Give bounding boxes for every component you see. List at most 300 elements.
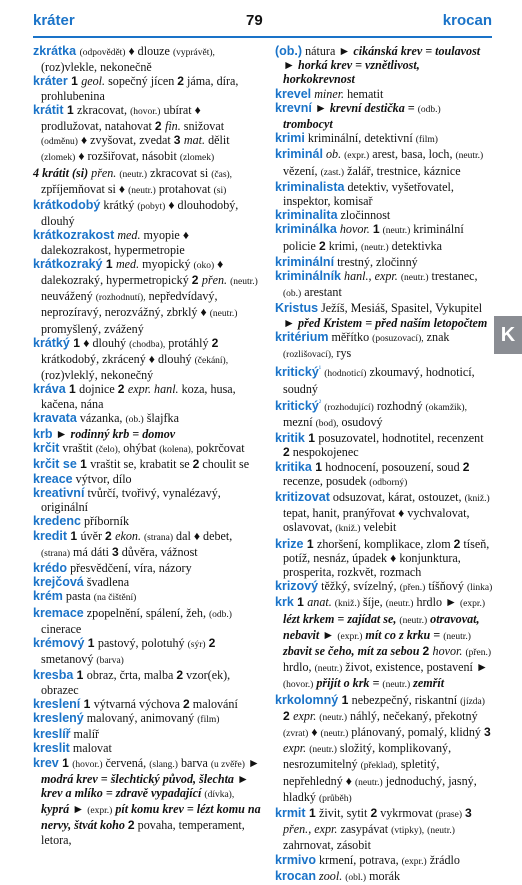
entry-headword: krčit se [33,457,77,472]
entry-text: život, existence, postavení ► [342,660,488,675]
entry-text: 1 [84,635,98,650]
entry-text: zkracovat, [77,102,131,117]
dictionary-entry [33,697,261,711]
entry-headword: krocan [275,868,316,883]
entry-text: detektiv, vyšetřovatel, inspektor, komisař [283,179,454,209]
entry-text: (hovor.) [72,759,103,770]
entry-text: ubírat ♦ prodlužovat, natahovat [41,102,201,134]
dictionary-entry [33,228,261,256]
entry-text: 2 [183,696,190,711]
entry-text: snižovat [180,119,225,134]
entry-text: (kniž.) [335,524,361,535]
entry-text: ► [283,58,298,73]
page-number: 79 [246,12,263,29]
entry-headword: kritický [275,365,319,380]
entry-headword: krédo [33,560,68,575]
entry-text: (neutr.) [400,273,429,284]
dictionary-entry [33,411,261,427]
entry-text: pastový, polotuhý [97,635,188,650]
entry-headword: Kristus [275,301,319,316]
entry-text: modrá krev = šlechtický původ, šlechta [41,771,234,786]
entry-text: tvůrčí, tvořivý, vynalézavý, originální [41,485,221,515]
right-column [275,44,493,885]
entry-headword: krevní [275,100,312,115]
entry-text: (si) [213,185,227,196]
entry-headword: krize [275,536,304,551]
entry-text: jáma, díra, prohlubenina [41,74,239,103]
dictionary-entry [33,486,261,514]
entry-text: horká krev = vznětlivost, horkokrevnost [283,58,420,87]
entry-headword: kreativní [33,485,85,500]
entry-text: 2 [462,459,470,474]
entry-text: nátura ► [302,44,354,58]
entry-text: (roz)vleklý, nekonečný [41,368,154,383]
dictionary-entry [33,336,261,383]
entry-text: (expr.) [344,151,370,162]
dictionary-entry [275,431,493,459]
dictionary-entry [33,514,261,528]
thumb-tab-letter: K [500,324,516,346]
entry-text: (expr.) [401,856,427,867]
entry-text: zbavit se [283,643,329,658]
entry-text: jednoduchý, jasný, hladký [283,773,477,804]
entry-text: tíšňový [425,579,467,594]
entry-text: 1 [372,222,380,237]
entry-text: 2 [318,238,326,253]
dictionary-entry [33,727,261,741]
entry-text: 1 [58,755,73,770]
entry-text: krátký [100,198,138,213]
entry-text: nespokojenec [289,445,359,460]
entry-text: (dívka), [204,789,235,800]
dictionary-entry [275,595,493,692]
entry-text: (průběh) [318,793,352,804]
entry-text: 2 [208,635,216,650]
entry-text: 1 [102,256,116,271]
entry-text: ² [318,397,322,407]
entry-text: (odb.) [417,104,441,115]
entry-text: (expr.) [337,631,363,642]
entry-text: (neutr.) [128,185,156,196]
entry-text: (bod), [315,418,339,429]
entry-text: žrádlo [426,852,460,867]
entry-text: ♦ dlouhý [83,335,130,350]
header-first-entry: kráter [33,12,75,29]
dictionary-entry [275,460,493,490]
entry-text: 1 [80,696,94,711]
entry-text: přen. [201,273,228,288]
dictionary-entry [33,166,261,198]
entry-text: žalář, trestnice, káznice [344,163,461,178]
entry-headword: kredit [33,528,68,543]
entry-text: (neutr.) [230,277,258,288]
entry-text: (posuzovací), [372,333,424,344]
entry-text: 2 [192,457,200,472]
dictionary-entry [33,103,261,166]
entry-headword: kremace [33,605,84,620]
dictionary-entry [275,180,493,208]
entry-text: anat. [307,595,332,610]
entry-text: (neutr.) [427,826,455,837]
entry-text: (obl.) [345,872,367,883]
entry-text: (kolena), [159,445,194,456]
left-column [33,44,261,847]
entry-text: náhlý, nečekaný, překotný [347,708,478,723]
dictionary-entry [275,208,493,222]
entry-text: hovor. [432,643,463,658]
entry-text: (odborný) [369,477,408,488]
dictionary-entry [275,490,493,537]
entry-text: lézt krkem = zajídat se, [283,611,400,626]
entry-text: vraštit se, krabatit se [90,457,193,472]
entry-text: myopie ♦ dalekozrakost, hypermetropie [41,228,189,257]
entry-text: ► [244,755,260,770]
entry-text: ekon. [115,528,141,543]
dictionary-entry [33,472,261,486]
entry-text: kriminální, detektivní [304,131,416,146]
entry-text: krev a mlíko = zdravě vypadající [41,785,205,800]
entry-text: protahovat [155,181,214,196]
entry-text: 1 [303,536,317,551]
entry-text: arestant [301,285,342,300]
entry-text: plánovaný, pomalý, klidný [348,725,484,739]
dictionary-entry [33,44,261,74]
entry-text: šlajfka [143,410,179,425]
entry-text: 1 [293,595,308,610]
entry-text: přesvědčení, víra, názory [67,560,192,575]
entry-headword: kriminál [275,147,323,162]
dictionary-entry [275,869,493,885]
entry-text: příborník [80,514,129,529]
entry-headword: krimi [275,131,305,146]
entry-text: velebit [360,520,397,535]
entry-headword: kriminální [275,254,335,269]
entry-text: choulit se [199,457,250,472]
dictionary-entry [275,579,493,595]
entry-text: kriminální policie [283,222,464,253]
entry-text: těžký, svízelný, [318,579,400,594]
entry-text: hodnocení, posouzení, soud [325,459,463,474]
entry-text: (roz)vlekle, nekonečně [41,60,152,75]
entry-headword: kritika [275,459,312,474]
dictionary-entry [33,198,261,228]
entry-text: (u zvěře) [210,759,245,770]
entry-text: znak [423,329,450,344]
entry-text: zpopelnění, spálení, žeh, [83,605,210,620]
entry-headword: kreslení [33,696,81,711]
entry-text: (neutr.) [314,664,343,675]
entry-text: (čas), [211,169,233,180]
entry-text: (kniž.) [334,599,360,610]
entry-text: trestný, zločinný [334,254,418,269]
dictionary-entry [275,806,493,853]
entry-text: detektivka [388,238,443,253]
dictionary-entry [275,362,493,395]
dictionary-entry [33,457,261,471]
dictionary-entry [275,301,493,329]
entry-text: zkoumavý, hodnoticí, soudný [283,365,475,396]
entry-text: 2 [117,382,128,397]
entry-headword: kredenc [33,514,81,529]
dictionary-entry [33,382,261,410]
entry-text: myopický [139,256,194,271]
dictionary-entry [275,693,493,806]
entry-text: dělit [205,133,230,148]
entry-text: obraz, črta, malba [86,668,177,683]
entry-text: (neutr.) [119,169,148,180]
dictionary-entry [33,756,261,847]
entry-text: vykrmovat [377,806,436,821]
entry-text: 2 [422,643,433,658]
entry-text: 3 [173,133,184,148]
entry-text: povaha, temperament, letora, [41,818,245,847]
entry-text: cikánská krev = toulavost [353,44,481,58]
entry-text: 2 [283,708,294,723]
entry-text: výtvor, dílo [72,471,132,486]
letter-thumb-tab[interactable] [494,316,522,354]
entry-text: krátkodobý, zkrácený ♦ dlouhý [41,352,195,367]
entry-text: malovat [69,741,112,756]
entry-text: přen., expr. [283,822,338,837]
entry-text: zemřít [413,676,445,691]
entry-text: 1 [63,102,78,117]
entry-text: dojnice [79,382,118,397]
entry-text: krimi, [325,238,361,253]
entry-text: recenze, posudek [283,473,370,488]
entry-text: hanl., expr. [344,269,398,284]
entry-text: (kniž.) [464,493,490,504]
entry-text: zkracovat si [147,165,212,180]
entry-text: (rozhodující) [324,402,374,413]
entry-headword: krátkozraký [33,256,103,271]
entry-text: (vtipky), [391,826,425,837]
entry-text: úvěr [80,528,106,543]
entry-text: před Kristem = před naším letopočtem [298,315,488,330]
entry-text: hovor. [339,222,370,237]
entry-text: (odb.) [209,609,232,620]
entry-text: ¹ [318,364,322,374]
header-last-entry: krocan [442,12,492,29]
entry-text: hematit [344,86,384,101]
entry-headword: kravata [33,410,77,425]
entry-text: expr. [283,741,307,756]
entry-text: (neutr.) [309,745,337,756]
dictionary-entry [275,87,493,101]
entry-text: 1 [338,692,352,707]
entry-text: (jízda) [460,696,485,707]
dictionary-entry [275,255,493,269]
entry-headword: krevel [275,86,312,101]
entry-text: tíseň, potíž, nesnáz, úpadek ♦ konjunktura, prosperita, rozkvět, rozmach [283,536,490,579]
entry-text: (linka) [466,583,493,594]
entry-text: rys [333,346,352,361]
entry-text: dal ♦ debet, [173,528,233,543]
entry-text: 2 [177,74,184,89]
entry-text: ► [69,802,88,817]
entry-text: expr. [293,708,317,723]
dictionary-entry [33,74,261,102]
entry-text: (ob.) [125,414,144,425]
entry-text: vázanka, [76,410,126,425]
entry-text: (zlomek) [41,153,76,164]
entry-headword: kreslíř [33,727,71,742]
dictionary-entry [275,396,493,431]
entry-text: (čekání), [194,356,229,367]
entry-text: (hodnoticí) [324,369,367,380]
entry-text: (přen.) [465,647,492,658]
entry-headword: krmit [275,806,306,821]
entry-text: 2 [127,818,135,833]
entry-text: (prase) [435,810,462,821]
entry-headword: kráter [33,74,68,89]
entry-text: 1 [69,335,84,350]
entry-text: ♦ dalekozraký, hypermetropický [41,256,224,288]
entry-text: med. [117,228,141,243]
entry-headword: kriminalista [275,179,345,194]
entry-text: smetanový [41,652,97,667]
entry-text: pasta [62,589,94,604]
entry-text: (překlad), [360,761,398,772]
entry-text: 3 [483,725,491,739]
dictionary-entry [275,101,493,131]
entry-text: (barva) [96,656,124,667]
entry-text: čeho, [328,643,355,658]
entry-text: (sýr) [187,639,206,650]
entry-headword: krmivo [275,852,316,867]
entry-text: arest, basa, loch, [369,147,456,162]
entry-text: 2 [191,273,202,288]
entry-text: pokrčovat [193,441,245,456]
entry-headword: kresba [33,668,74,683]
entry-text: (neutr.) [455,151,484,162]
entry-text: 1 [65,382,80,397]
entry-text: (rozlišovací), [283,350,334,361]
entry-text: (přen.) [399,583,426,594]
entry-headword: krčit [33,441,60,456]
entry-headword: krejčová [33,575,84,590]
entry-text: koho [100,818,125,833]
entry-text: (slang.) [149,759,178,770]
entry-text: (neutr.) [360,242,389,253]
entry-text: mezní [283,414,316,429]
entry-text: (oko) [193,260,215,271]
entry-text: (neutr.) [385,599,414,610]
entry-text: (chodba), [129,339,166,350]
entry-text: hrdlo, [283,660,315,675]
entry-text: švadlena [83,575,130,590]
entry-text: ♦ rozšiřovat, násobit [75,149,180,164]
entry-text: zool. [319,868,343,883]
entry-text: (neutr.) [382,680,411,691]
entry-text: přijít o krk = [316,676,383,691]
entry-headword: kritérium [275,329,329,344]
entry-text: ♦ dlouze [125,44,173,58]
entry-text: rozhodný [373,398,426,413]
entry-text: 2 [283,445,290,460]
entry-headword: krátkodobý [33,198,101,213]
entry-headword: krém [33,589,63,604]
entry-text: (film) [197,714,220,725]
entry-text: (neutr.) [382,226,411,237]
entry-text: 2 [176,668,184,683]
entry-text: vzor(ek), obrazec [41,668,231,697]
entry-headword: kráva [33,382,66,397]
entry-text: (pobyt) [137,202,166,213]
entry-text: 2 [211,335,219,350]
entry-text: tepat, hanit, pranýřovat ♦ vychvalovat, oslavovat, [283,506,470,535]
entry-text: odsuzovat, kárat, ostouzet, [329,489,465,504]
entry-text: výtvarná výchova [93,696,184,711]
entry-text: vězení, [283,163,321,178]
entry-text: koza, husa, kačena, nána [41,382,236,411]
dictionary-entry [275,330,493,362]
dictionary-entry [33,589,261,605]
entry-headword: krátkozrakost [33,228,115,243]
entry-text: (okamžik), [425,402,467,413]
entry-text: otravovat, nebavit [283,611,480,642]
entry-text: (vyprávět), [172,48,215,58]
entry-text: 1 [76,457,91,472]
entry-text: cinerace [41,621,82,636]
entry-headword: kritizovat [275,489,330,504]
entry-text: Ježíš, Mesiáš, Spasitel, Vykupitel ► [283,301,483,330]
entry-text: (expr.) [460,599,486,610]
entry-text: (zast.) [320,167,345,178]
entry-text: ♦ dlouhodobý, dlouhý [41,198,239,229]
entry-text: spletitý, nepřehledný ♦ [283,757,440,788]
dictionary-entry [33,257,261,336]
entry-headword: kriminalita [275,208,338,223]
entry-text: mat. [183,133,206,148]
entry-text: důvěra, vážnost [118,544,198,559]
entry-text: (strana) [41,548,71,559]
entry-text: rodinný krb = domov [70,427,176,442]
entry-text: (neutr.) [320,729,349,739]
entry-text: geol. [81,74,106,89]
entry-text: ► [233,771,249,786]
entry-text: 1 [305,806,320,821]
entry-text: nepředvídavý, neprozíravý, nerozvážný, zbrklý ♦ [41,289,218,320]
dictionary-entry [275,222,493,254]
entry-text: barva [177,755,211,770]
entry-text: krmení, potrava, [316,852,402,867]
entry-headword: krkolomný [275,692,339,707]
entry-text: (film) [415,135,438,146]
entry-text: pít komu krev = lézt komu na nervy, štvát [41,802,261,833]
entry-text: malování [189,696,238,711]
entry-headword: (ob.) [275,44,303,58]
entry-headword: kriminálník [275,269,341,284]
entry-headword: kritický [275,398,319,413]
entry-text: (rozhodnutí), [95,293,146,304]
entry-headword: kreace [33,471,73,486]
entry-headword: 4 krátit (si) [33,165,89,180]
entry-text: zpříjemňovat si ♦ [41,181,129,196]
dictionary-entry [275,147,493,179]
entry-headword: zkrátka [33,44,80,58]
entry-text: mít za sebou [357,643,420,658]
entry-text: med. [115,256,140,271]
entry-headword: krizový [275,579,319,594]
entry-text: měřítko [328,329,373,344]
entry-headword: krev [33,755,59,770]
entry-text: miner. [314,86,345,101]
entry-text: morák [366,868,401,883]
entry-text: trestanec, [428,269,478,284]
dictionary-entry [33,561,261,575]
entry-text: (strana) [144,532,174,543]
entry-text: (odpovědět) [79,48,126,58]
